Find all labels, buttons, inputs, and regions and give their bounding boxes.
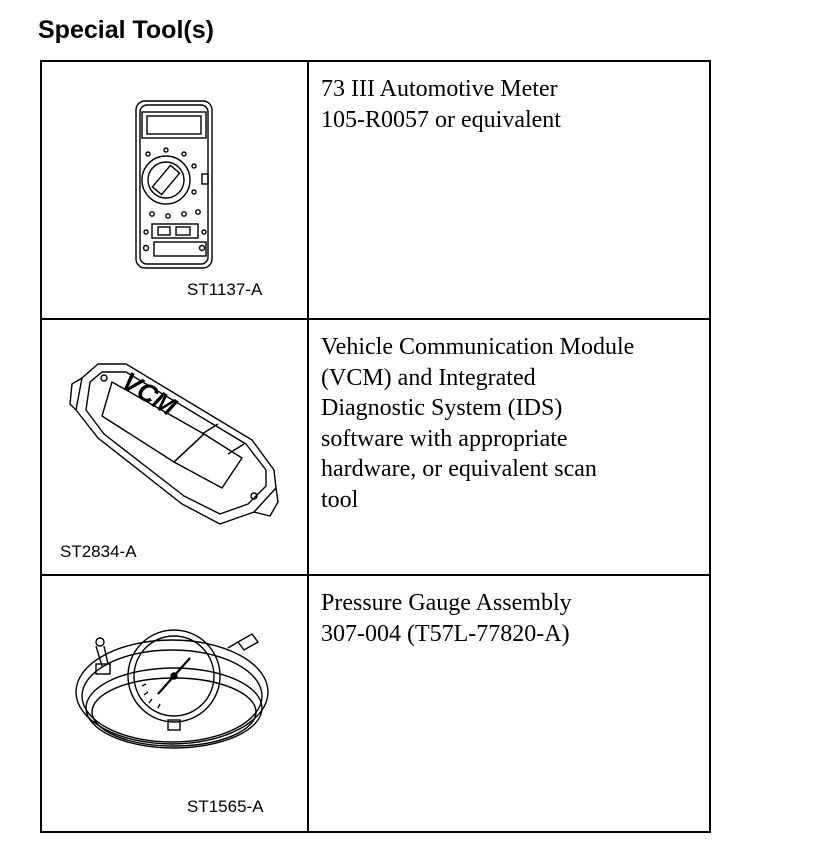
tool-row bbox=[41, 319, 710, 575]
description-line: Pressure Gauge Assembly bbox=[321, 590, 572, 616]
tool-illustration-cell bbox=[41, 61, 308, 319]
tool-description-cell bbox=[308, 319, 710, 575]
description-line: 307-004 (T57L-77820-A) bbox=[321, 620, 570, 647]
page-title: Special Tool(s) bbox=[38, 16, 214, 44]
tool-description bbox=[309, 576, 709, 649]
tool-row bbox=[41, 575, 710, 832]
tool-description-cell bbox=[308, 575, 710, 832]
tool-description-cell bbox=[308, 61, 710, 319]
tool-code: ST2834-A bbox=[60, 542, 137, 561]
tool-code: ST1137-A bbox=[187, 280, 263, 299]
multimeter-icon bbox=[42, 62, 309, 320]
vcm-label: VCM bbox=[116, 365, 182, 422]
description-line: tool bbox=[321, 486, 359, 513]
tool-description bbox=[309, 62, 709, 135]
description-line: 73 III Automotive Meter bbox=[321, 76, 558, 102]
tool-row bbox=[41, 61, 710, 319]
description-line: hardware, or equivalent scan bbox=[321, 456, 597, 482]
special-tools-table bbox=[40, 60, 711, 833]
description-line: 105-R0057 or equivalent bbox=[321, 106, 561, 133]
tool-illustration-cell bbox=[41, 319, 308, 575]
description-line: software with appropriate bbox=[321, 425, 568, 452]
tool-illustration-cell bbox=[41, 575, 308, 832]
description-line: Diagnostic System (IDS) bbox=[321, 395, 563, 421]
tool-description bbox=[309, 320, 709, 515]
description-line: Vehicle Communication Module bbox=[321, 334, 635, 360]
description-line: (VCM) and Integrated bbox=[321, 364, 536, 391]
pressure-gauge-icon bbox=[42, 576, 309, 833]
vcm-module-icon bbox=[42, 320, 309, 576]
tool-code: ST1565-A bbox=[187, 797, 264, 816]
